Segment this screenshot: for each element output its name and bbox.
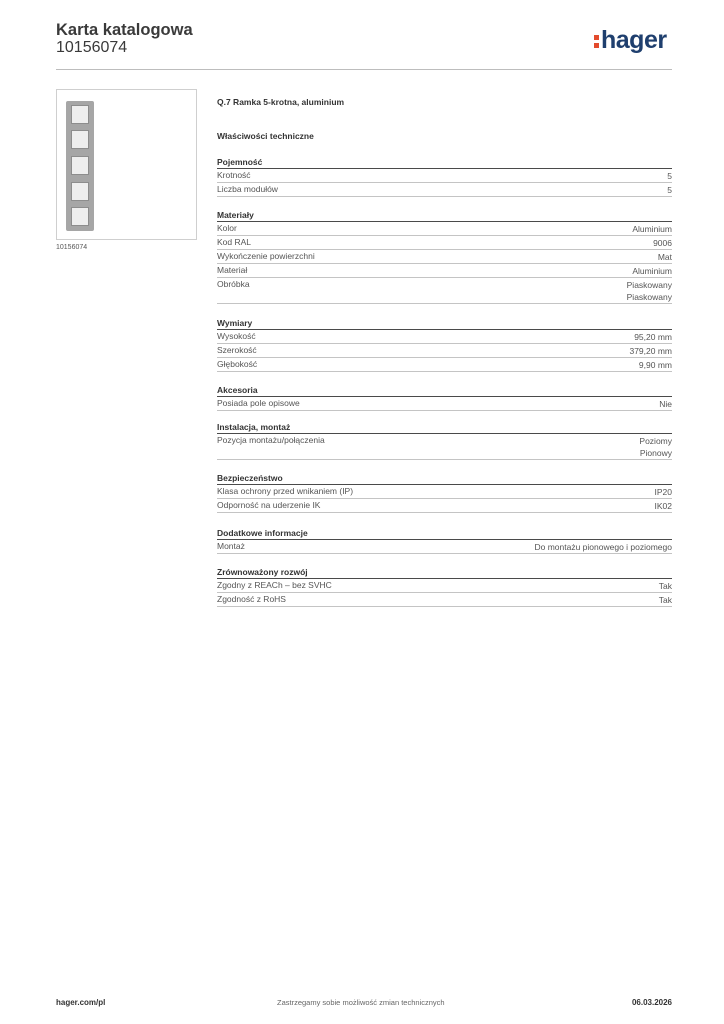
spec-label: Materiał (217, 265, 248, 275)
spec-label: Kod RAL (217, 237, 252, 247)
product-title: Q.7 Ramka 5-krotna, aluminium (217, 97, 345, 107)
footer-website[interactable]: hager.com/pl (56, 998, 106, 1007)
spec-value (639, 359, 672, 371)
section-title: Dodatkowe informacje (217, 528, 308, 538)
spec-value-line: Poziomy (639, 436, 672, 446)
spec-value-line: Tak (658, 595, 672, 605)
spec-value-line: Nie (659, 399, 672, 409)
header-divider (56, 69, 672, 70)
spec-label: Krotność (217, 170, 251, 180)
spec-label: Szerokość (217, 345, 257, 355)
spec-value (632, 265, 672, 277)
page-title: Karta katalogowa (56, 21, 193, 39)
spec-value (658, 251, 672, 263)
spec-row (217, 169, 672, 183)
spec-value-line: 9,90 mm (638, 360, 672, 370)
frame-slot (71, 182, 89, 201)
product-frame-image (66, 101, 94, 231)
spec-value (534, 541, 672, 553)
spec-value-line: Piaskowany (626, 292, 672, 302)
spec-row (217, 236, 672, 250)
frame-slot (71, 207, 89, 226)
footer-disclaimer: Zastrzegamy sobie możliwość zmian technicznych (277, 998, 445, 1007)
section-title: Pojemność (217, 157, 263, 167)
spec-value (659, 594, 672, 606)
spec-row (217, 250, 672, 264)
spec-value-line: 95,20 mm (634, 332, 672, 342)
spec-label: Zgodność z RoHS (217, 594, 286, 604)
spec-label: Wykończenie powierzchni (217, 251, 315, 261)
spec-value-line: 5 (667, 171, 672, 181)
spec-row (217, 499, 672, 513)
spec-label: Zgodny z REACh – bez SVHC (217, 580, 332, 590)
spec-value (632, 223, 672, 235)
spec-value (629, 345, 672, 357)
spec-value-line: 5 (667, 185, 672, 195)
spec-value (634, 331, 672, 343)
image-caption: 10156074 (56, 244, 88, 251)
spec-label: Pozycja montażu/połączenia (217, 435, 325, 445)
section-title: Materiały (217, 210, 254, 220)
hager-logo (593, 26, 667, 55)
spec-row (217, 358, 672, 372)
frame-slot (71, 130, 89, 149)
properties-title: Właściwości techniczne (217, 131, 314, 141)
spec-value (667, 170, 672, 182)
spec-value (653, 237, 672, 249)
spec-label: Wysokość (217, 331, 256, 341)
spec-value-line: Do montażu pionowego i poziomego (534, 542, 672, 552)
spec-label: Odporność na uderzenie IK (217, 500, 321, 510)
spec-label: Posiada pole opisowe (217, 398, 300, 408)
spec-value-line: 9006 (653, 238, 672, 248)
spec-value-line: IP20 (654, 487, 672, 497)
spec-label: Klasa ochrony przed wnikaniem (IP) (217, 486, 354, 496)
spec-label: Obróbka (217, 279, 250, 289)
spec-value-line: 379,20 mm (629, 346, 672, 356)
spec-row (217, 222, 672, 236)
footer-date: 06.03.2026 (631, 998, 672, 1007)
spec-label: Kolor (217, 223, 237, 233)
section-title: Instalacja, montaż (217, 422, 291, 432)
spec-value (659, 398, 672, 410)
spec-row (217, 579, 672, 593)
spec-row (217, 278, 672, 304)
spec-row (217, 434, 672, 460)
section-title: Akcesoria (217, 385, 258, 395)
spec-row (217, 485, 672, 499)
spec-row (217, 330, 672, 344)
spec-value (655, 500, 673, 512)
section-title: Bezpieczeństwo (217, 473, 283, 483)
spec-row (217, 344, 672, 358)
spec-value (627, 279, 672, 303)
spec-row (217, 593, 672, 607)
spec-value-line: Aluminium (632, 266, 672, 276)
spec-value-line: Mat (657, 252, 672, 262)
spec-value (639, 435, 672, 459)
frame-slot (71, 105, 89, 124)
product-code: 10156074 (56, 39, 128, 56)
section-title: Wymiary (217, 318, 253, 328)
spec-value-line: Piaskowany (626, 280, 672, 290)
spec-value-line: Aluminium (632, 224, 672, 234)
frame-slot (71, 156, 89, 175)
spec-row (217, 397, 672, 411)
spec-value (667, 184, 672, 196)
spec-value-line: IK02 (654, 501, 672, 511)
spec-label: Liczba modułów (217, 184, 278, 194)
spec-value-line: Tak (658, 581, 672, 591)
logo-text: hager (601, 26, 667, 54)
spec-value (655, 486, 673, 498)
spec-value (659, 580, 672, 592)
logo-dots-icon (593, 28, 601, 50)
spec-row (217, 264, 672, 278)
spec-row (217, 540, 672, 554)
spec-row (217, 183, 672, 197)
spec-label: Głębokość (217, 359, 258, 369)
section-title: Zrównoważony rozwój (217, 567, 308, 577)
spec-value-line: Pionowy (639, 448, 672, 458)
spec-label: Montaż (217, 541, 245, 551)
